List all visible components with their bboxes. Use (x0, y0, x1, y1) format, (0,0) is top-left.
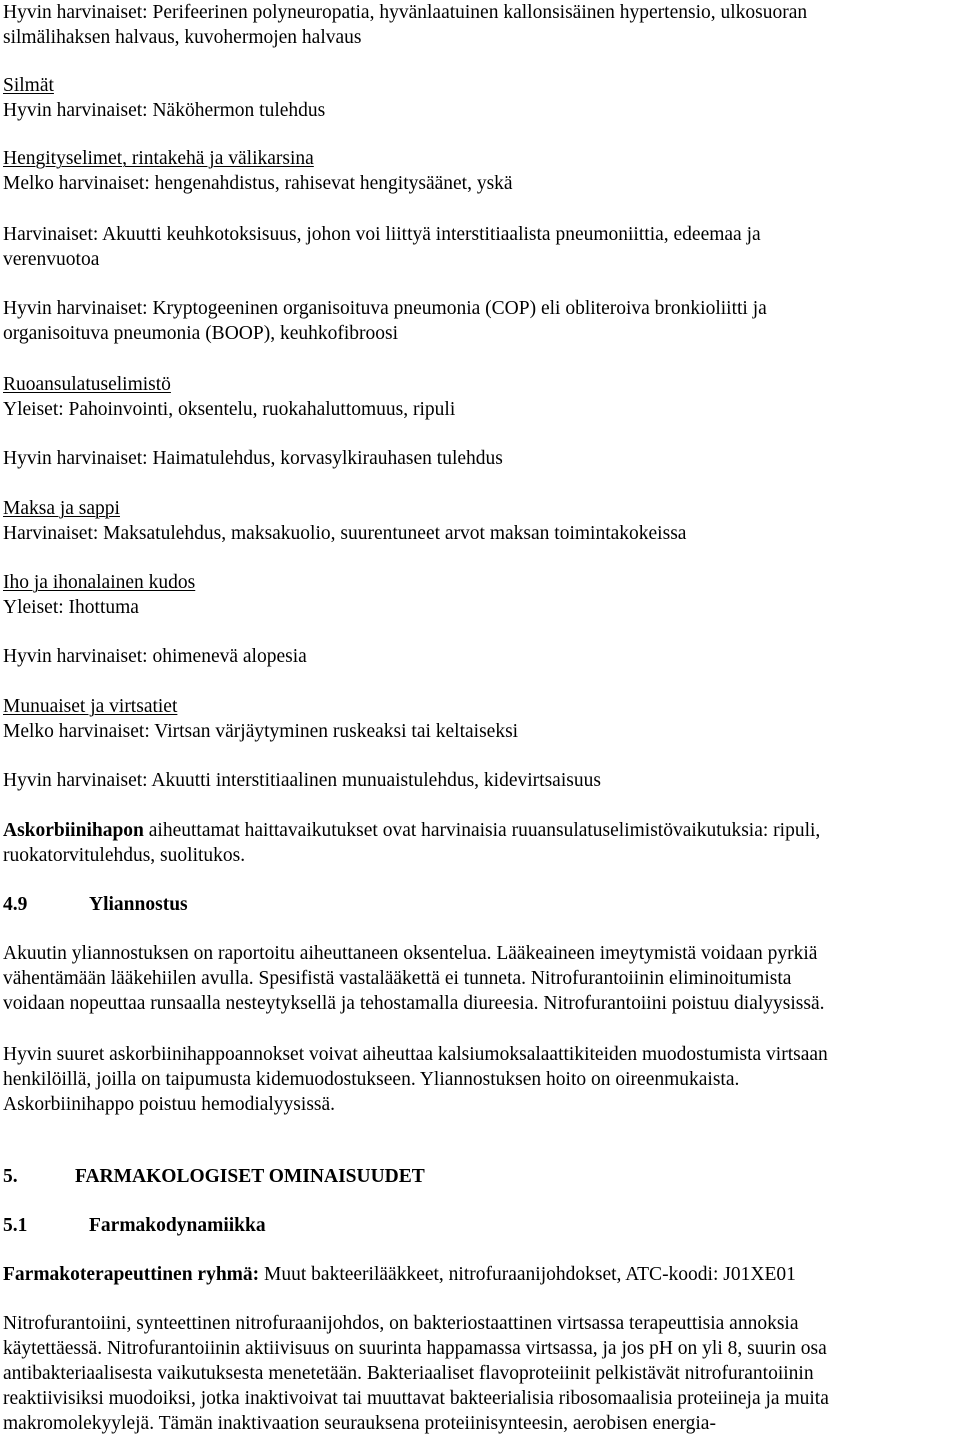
paragraph-gi-very-rare (3, 446, 958, 471)
section-number: 5. (3, 1166, 18, 1187)
text-line: makromolekyylejä. Tämän inaktivaation seurauksena proteiinisynteesin, aerobisen energia- (3, 1413, 716, 1434)
heading-4-9 (3, 892, 188, 917)
text-line: Akuutin yliannostuksen on raportoitu aiheuttaneen oksentelua. Lääkeaineen imeytymistä voidaan pyrkiä (3, 943, 818, 964)
section-liver (3, 496, 958, 546)
text-line: reaktiivisiksi muodoiksi, jotka inaktivoivat tai muuttavat bakteerialisia ribosomaalisia proteiineja ja muita (3, 1388, 829, 1409)
renal-text: Melko harvinaiset: Virtsan värjäytyminen ruskeaksi tai keltaiseksi (3, 721, 519, 742)
text-line: Nitrofurantoiini, synteettinen nitrofuraanijohdos, on bakteriostaattinen virtsassa terapeuttisia annoksia (3, 1313, 799, 1334)
text-line: vähentämään lääkehiilen avulla. Spesifistä vastalääkettä ei tunneta. Nitrofurantoiinin eliminoitumista (3, 968, 792, 989)
text-line: Hyvin harvinaiset: Akuutti interstitiaalinen munuaistulehdus, kidevirtsaisuus (3, 770, 601, 791)
group-bold: Farmakoterapeuttinen ryhmä: (3, 1264, 260, 1285)
heading-5 (3, 1164, 425, 1189)
ascorbic-bold: Askorbiinihapon (3, 820, 144, 841)
paragraph-neuro-very-rare (3, 0, 958, 50)
text-line: Hyvin harvinaiset: ohimenevä alopesia (3, 646, 307, 667)
text-line: antibakteriaalisesta vaikutuksesta menetetään. Bakteriaaliset flavoproteiinit pelkistävät nitrofurantoiinin (3, 1363, 814, 1384)
section-gastrointestinal (3, 372, 958, 422)
paragraph-ascorbic-acid (3, 818, 958, 868)
text-line: Hyvin harvinaiset: Kryptogeeninen organisoituva pneumonia (COP) eli obliteroiva bronkioliitti ja (3, 298, 767, 319)
section-respiratory (3, 146, 958, 196)
text-line: silmälihaksen halvaus, kuvohermojen halvaus (3, 27, 362, 48)
group-rest: Muut bakteerilääkkeet, nitrofuraanijohdokset, ATC-koodi: J01XE01 (259, 1264, 796, 1285)
ascorbic-rest: aiheuttamat haittavaikutukset ovat harvinaisia ruuansulatuselimistövaikutuksia: ripuli, (143, 820, 821, 841)
paragraph-mechanism (3, 1311, 958, 1436)
paragraph-respiratory-very-rare (3, 296, 958, 346)
section-skin (3, 570, 958, 620)
heading-5-1 (3, 1213, 266, 1238)
text-line: Hyvin harvinaiset: Haimatulehdus, korvasylkirauhasen tulehdus (3, 448, 503, 469)
paragraph-skin-very-rare (3, 644, 958, 669)
text-line: Hyvin harvinaiset: Perifeerinen polyneuropatia, hyvänlaatuinen kallonsisäinen hypertensio, ulkosuoran (3, 2, 808, 23)
renal-heading: Munuaiset ja virtsatiet (3, 696, 178, 717)
section-eyes (3, 73, 958, 123)
paragraph-overdose-2 (3, 1042, 958, 1117)
liver-heading: Maksa ja sappi (3, 498, 120, 519)
text-line: voidaan nopeuttaa runsaalla nesteytyksellä ja tehostamalla diureesia. Nitrofurantoiini poistuu dialyysissä. (3, 993, 825, 1014)
section-renal (3, 694, 958, 744)
skin-heading: Iho ja ihonalainen kudos (3, 572, 196, 593)
gi-text: Yleiset: Pahoinvointi, oksentelu, ruokahaluttomuus, ripuli (3, 399, 456, 420)
respiratory-text: Melko harvinaiset: hengenahdistus, rahisevat hengitysäänet, yskä (3, 173, 513, 194)
text-line: ruokatorvitulehdus, suolitukos. (3, 845, 246, 866)
text-line: Askorbiinihappo poistuu hemodialyysissä. (3, 1094, 336, 1115)
section-title: Farmakodynamiikka (89, 1215, 266, 1236)
text-line: Harvinaiset: Akuutti keuhkotoksisuus, johon voi liittyä interstitiaalista pneumoniittia, edeemaa ja (3, 224, 761, 245)
paragraph-renal-very-rare (3, 768, 958, 793)
text-line: organisoituva pneumonia (BOOP), keuhkofibroosi (3, 323, 399, 344)
text-line: käytettäessä. Nitrofurantoiinin aktiivisuus on suurinta happamassa virtsassa, ja jos pH on yli 8, suurin osa (3, 1338, 827, 1359)
gi-heading: Ruoansulatuselimistö (3, 374, 171, 395)
text-line: henkilöillä, joilla on taipumusta kidemuodostukseen. Yliannostuksen hoito on oireenmukaista. (3, 1069, 740, 1090)
eyes-heading: Silmät (3, 75, 54, 96)
paragraph-pharmacotherapeutic-group (3, 1262, 958, 1287)
section-number: 4.9 (3, 894, 28, 915)
paragraph-overdose-1 (3, 941, 958, 1016)
eyes-text: Hyvin harvinaiset: Näköhermon tulehdus (3, 100, 326, 121)
section-title: Yliannostus (89, 894, 188, 915)
text-line: Hyvin suuret askorbiinihappoannokset voivat aiheuttaa kalsiumoksalaattikiteiden muodostumista virtsaan (3, 1044, 828, 1065)
paragraph-respiratory-rare (3, 222, 958, 272)
section-number: 5.1 (3, 1215, 28, 1236)
text-line: verenvuotoa (3, 249, 100, 270)
section-title: FARMAKOLOGISET OMINAISUUDET (75, 1166, 425, 1187)
skin-text: Yleiset: Ihottuma (3, 597, 139, 618)
respiratory-heading: Hengityselimet, rintakehä ja välikarsina (3, 148, 314, 169)
liver-text: Harvinaiset: Maksatulehdus, maksakuolio, suurentuneet arvot maksan toimintakokeissa (3, 523, 687, 544)
